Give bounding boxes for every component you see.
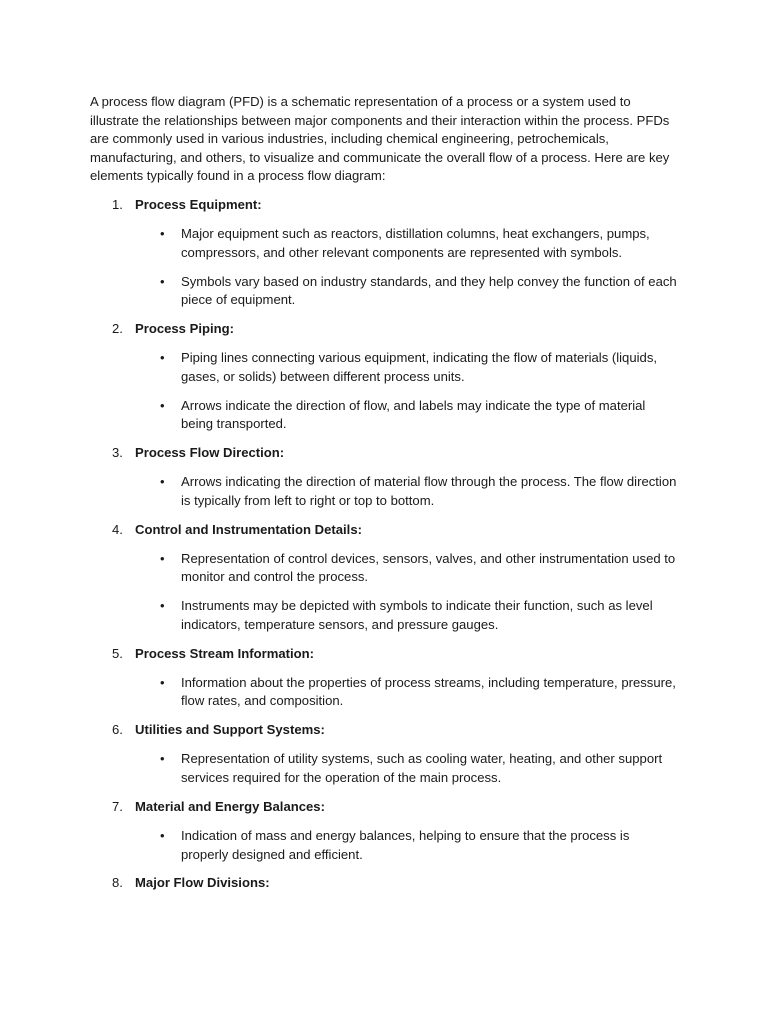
bullet-list bbox=[90, 750, 680, 787]
section-item bbox=[90, 798, 680, 864]
bullet-dot-icon: • bbox=[160, 350, 165, 366]
bullet-dot-icon: • bbox=[160, 474, 165, 490]
bullet-text: Major equipment such as reactors, distillation columns, heat exchangers, pumps, compressors, and other relevant components are represented with symbols. bbox=[181, 226, 650, 260]
bullet-item bbox=[90, 597, 680, 634]
bullet-list bbox=[90, 473, 680, 510]
document-body bbox=[90, 93, 680, 904]
bullet-list bbox=[90, 827, 680, 864]
section-heading bbox=[90, 874, 680, 893]
section-title: Process Equipment: bbox=[135, 196, 262, 212]
section-number: 1. bbox=[112, 196, 123, 212]
bullet-list bbox=[90, 349, 680, 434]
bullet-dot-icon: • bbox=[160, 273, 165, 289]
bullet-list bbox=[90, 225, 680, 310]
bullet-dot-icon: • bbox=[160, 751, 165, 767]
section-number: 4. bbox=[112, 521, 123, 537]
bullet-item bbox=[90, 273, 680, 310]
section-heading bbox=[90, 444, 680, 463]
section-item bbox=[90, 320, 680, 434]
section-heading bbox=[90, 320, 680, 339]
section-item bbox=[90, 721, 680, 787]
bullet-item bbox=[90, 225, 680, 262]
bullet-item bbox=[90, 750, 680, 787]
bullet-item bbox=[90, 550, 680, 587]
section-item bbox=[90, 196, 680, 310]
bullet-item bbox=[90, 827, 680, 864]
section-heading bbox=[90, 196, 680, 215]
section-heading bbox=[90, 721, 680, 740]
section-title: Material and Energy Balances: bbox=[135, 798, 325, 814]
bullet-dot-icon: • bbox=[160, 397, 165, 413]
bullet-item bbox=[90, 473, 680, 510]
bullet-dot-icon: • bbox=[160, 674, 165, 690]
section-title: Utilities and Support Systems: bbox=[135, 722, 325, 738]
section-item bbox=[90, 874, 680, 893]
section-item bbox=[90, 645, 680, 711]
bullet-text: Arrows indicating the direction of material flow through the process. The flow direction is typically from left to right or top to bottom. bbox=[181, 474, 677, 508]
section-title: Process Flow Direction: bbox=[135, 445, 285, 461]
bullet-list bbox=[90, 550, 680, 635]
section-item bbox=[90, 444, 680, 510]
section-item bbox=[90, 521, 680, 635]
bullet-text: Representation of control devices, sensors, valves, and other instrumentation used to monitor and control the process. bbox=[181, 550, 676, 585]
section-number: 6. bbox=[112, 722, 123, 738]
bullet-text: Representation of utility systems, such as cooling water, heating, and other support services required for the operation of the main process. bbox=[181, 751, 663, 785]
section-title: Control and Instrumentation Details: bbox=[135, 521, 362, 537]
bullet-text: Instruments may be depicted with symbols to indicate their function, such as level indicators, temperature sensors, and pressure gauges. bbox=[181, 598, 653, 632]
section-title: Process Piping: bbox=[135, 321, 234, 337]
section-number: 7. bbox=[112, 798, 123, 814]
section-number: 8. bbox=[112, 875, 123, 891]
bullet-dot-icon: • bbox=[160, 550, 165, 566]
bullet-text: Arrows indicate the direction of flow, and labels may indicate the type of material being transported. bbox=[181, 397, 646, 432]
section-list bbox=[90, 196, 680, 893]
bullet-item bbox=[90, 349, 680, 386]
section-number: 2. bbox=[112, 321, 123, 337]
bullet-dot-icon: • bbox=[160, 827, 165, 843]
bullet-dot-icon: • bbox=[160, 598, 165, 614]
section-heading bbox=[90, 645, 680, 664]
section-number: 3. bbox=[112, 445, 123, 461]
bullet-item bbox=[90, 674, 680, 711]
bullet-text: Symbols vary based on industry standards, and they help convey the function of each piece of equipment. bbox=[181, 273, 677, 308]
section-heading bbox=[90, 798, 680, 817]
bullet-text: Piping lines connecting various equipment, indicating the flow of materials (liquids, gases, or solids) between different process units. bbox=[181, 350, 657, 384]
intro-paragraph: A process flow diagram (PFD) is a schematic representation of a process or a system used to illustrate the relationships between major components and their interaction within the process. PFDs are commonly used in various industries, including chemical engineering, petrochemicals, manufacturing, and others, to visualize and communicate the overall flow of a process. Here are key elements typically found in a process flow diagram: bbox=[90, 94, 670, 184]
bullet-list bbox=[90, 674, 680, 711]
section-title: Process Stream Information: bbox=[135, 645, 314, 661]
bullet-dot-icon: • bbox=[160, 226, 165, 242]
bullet-text: Information about the properties of process streams, including temperature, pressure, flow rates, and composition. bbox=[181, 674, 676, 709]
section-heading bbox=[90, 521, 680, 540]
section-title: Major Flow Divisions: bbox=[135, 875, 270, 891]
bullet-text: Indication of mass and energy balances, helping to ensure that the process is properly designed and efficient. bbox=[181, 827, 630, 862]
section-number: 5. bbox=[112, 645, 123, 661]
bullet-item bbox=[90, 397, 680, 434]
